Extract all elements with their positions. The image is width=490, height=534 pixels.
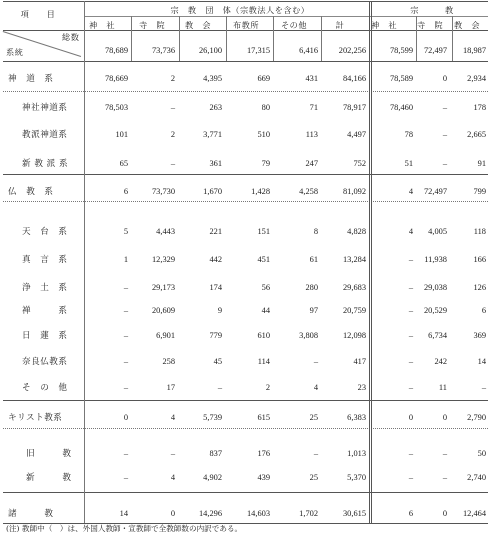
column-rule: [273, 16, 274, 61]
cell-value: 0: [442, 413, 447, 422]
column-rule: [179, 16, 180, 61]
cell-value: 14: [477, 357, 486, 366]
item-header: 項 目: [20, 9, 56, 19]
cell-value: –: [170, 159, 175, 168]
cell-value: 166: [473, 255, 486, 264]
cell-value: –: [313, 357, 318, 366]
cell-value: 2: [170, 130, 175, 139]
cell-value: 178: [473, 103, 486, 112]
cell-value: 4,902: [203, 473, 222, 482]
cell-value: 14: [119, 509, 128, 518]
cell-value: 97: [309, 306, 318, 315]
column-rule: [321, 16, 322, 61]
cell-value: 176: [257, 449, 270, 458]
cell-value: 44: [261, 306, 270, 315]
cell-value: –: [408, 255, 413, 264]
cell-value: 65: [119, 159, 128, 168]
column-rule: [131, 16, 132, 61]
cell-value: 0: [442, 509, 447, 518]
cell-value: 51: [404, 159, 413, 168]
footnote: (注) 教師中（ ）は、外国人教師・宣教師で全教師数の内訳である。: [6, 524, 243, 533]
cell-value: 73,736: [151, 46, 175, 55]
rule-line: [3, 174, 488, 175]
cell-value: –: [408, 357, 413, 366]
cell-value: 20,609: [151, 306, 175, 315]
cell-value: 0: [123, 413, 128, 422]
cell-value: 25: [309, 473, 318, 482]
cell-value: 242: [434, 357, 447, 366]
cell-value: 20,529: [423, 306, 447, 315]
cell-value: 78,689: [104, 46, 128, 55]
cell-value: 431: [305, 74, 318, 83]
cell-value: 221: [209, 227, 222, 236]
cell-value: 799: [473, 187, 486, 196]
cell-value: 12,464: [462, 509, 486, 518]
cell-value: 12,098: [342, 331, 366, 340]
cell-value: 78,917: [342, 103, 366, 112]
row-label: 浄 土 系: [22, 283, 68, 293]
cell-value: 2: [265, 383, 270, 392]
cell-value: –: [123, 383, 128, 392]
cell-value: 45: [213, 357, 222, 366]
cell-value: 114: [257, 357, 270, 366]
cell-value: 280: [305, 283, 318, 292]
column-rule: [452, 16, 453, 61]
cell-value: 2: [170, 74, 175, 83]
cell-value: 81,092: [342, 187, 366, 196]
cell-value: 17,315: [246, 46, 270, 55]
cell-value: 0: [170, 509, 175, 518]
row-label: 天 台 系: [22, 227, 68, 237]
column-rule: [416, 16, 417, 61]
cell-value: 615: [257, 413, 270, 422]
row-label: 奈良仏教系: [22, 357, 68, 367]
row-label: 新 教 派 系: [22, 159, 69, 169]
cell-value: 5: [123, 227, 128, 236]
cell-value: 18,987: [462, 46, 486, 55]
cell-value: 78,669: [104, 74, 128, 83]
cell-value: 6: [481, 306, 486, 315]
cell-value: 510: [257, 130, 270, 139]
cell-value: –: [313, 449, 318, 458]
column-header-org-1: 神 社: [88, 20, 116, 30]
cell-value: 361: [209, 159, 222, 168]
cell-value: 17: [166, 383, 175, 392]
cell-value: 0: [408, 413, 413, 422]
column-header-teacher-3: 教 会: [453, 20, 481, 30]
rule-line: [3, 1, 488, 2]
cell-value: 0: [442, 74, 447, 83]
cell-value: 3,771: [203, 130, 222, 139]
cell-value: 56: [261, 283, 270, 292]
cell-value: 14,603: [246, 509, 270, 518]
cell-value: 6,901: [156, 331, 175, 340]
rule-line: [3, 428, 488, 429]
cell-value: 3,808: [299, 331, 318, 340]
cell-value: 439: [257, 473, 270, 482]
cell-value: 6,416: [299, 46, 318, 55]
cell-value: 669: [257, 74, 270, 83]
cell-value: –: [408, 283, 413, 292]
cell-value: 4,828: [347, 227, 366, 236]
cell-value: –: [442, 103, 447, 112]
row-label: 教派神道系: [22, 130, 68, 140]
column-rule: [369, 1, 372, 523]
row-label: 諸 教: [8, 509, 54, 519]
row-label: 旧 教: [26, 449, 72, 459]
cell-value: 78,460: [389, 103, 413, 112]
cell-value: 4,443: [156, 227, 175, 236]
cell-value: 2,790: [467, 413, 486, 422]
cell-value: 2,934: [467, 74, 486, 83]
cell-value: –: [408, 473, 413, 482]
cell-value: –: [170, 103, 175, 112]
rule-line: [3, 400, 488, 401]
cell-value: 13,284: [342, 255, 366, 264]
cell-value: –: [123, 283, 128, 292]
cell-value: –: [408, 449, 413, 458]
cell-value: 4,395: [203, 74, 222, 83]
row-label: 真 言 系: [22, 255, 68, 265]
cell-value: –: [123, 357, 128, 366]
rule-line: [3, 492, 488, 493]
cell-value: 1,428: [251, 187, 270, 196]
cell-value: 29,683: [342, 283, 366, 292]
column-header-org-3: 教 会: [184, 20, 212, 30]
rule-line: [3, 201, 488, 202]
row-label: 神社神道系: [22, 103, 68, 113]
cell-value: 610: [257, 331, 270, 340]
cell-value: 442: [209, 255, 222, 264]
cell-value: –: [442, 473, 447, 482]
row-label: 日 蓮 系: [22, 331, 68, 341]
cell-value: 78,589: [389, 74, 413, 83]
cell-value: –: [123, 331, 128, 340]
cell-value: 6,734: [428, 331, 447, 340]
cell-value: 29,038: [423, 283, 447, 292]
cell-value: 752: [353, 159, 366, 168]
cell-value: 71: [309, 103, 318, 112]
row-label: 神 道 系: [8, 74, 54, 84]
cell-value: –: [481, 383, 486, 392]
cell-value: 4,258: [299, 187, 318, 196]
cell-value: –: [442, 159, 447, 168]
cell-value: –: [408, 306, 413, 315]
cell-value: 78,503: [104, 103, 128, 112]
cell-value: 73,730: [151, 187, 175, 196]
row-label: 新 教: [26, 473, 72, 483]
cell-value: 9: [217, 306, 222, 315]
cell-value: –: [123, 449, 128, 458]
cell-value: 12,329: [151, 255, 175, 264]
cell-value: 80: [261, 103, 270, 112]
row-label: そ の 他: [22, 383, 68, 393]
rule-line: [3, 61, 488, 62]
cell-value: –: [442, 449, 447, 458]
cell-value: 369: [473, 331, 486, 340]
cell-value: 61: [309, 255, 318, 264]
cell-value: 779: [209, 331, 222, 340]
teacher-group-header: 宗 教: [410, 5, 454, 15]
cell-value: 11,938: [424, 255, 447, 264]
column-header-teacher-2: 寺 院: [416, 20, 444, 30]
cell-value: 5,370: [347, 473, 366, 482]
cell-value: 4,005: [428, 227, 447, 236]
cell-value: 2,665: [467, 130, 486, 139]
cell-value: 1,013: [347, 449, 366, 458]
cell-value: –: [408, 331, 413, 340]
cell-value: 25: [309, 413, 318, 422]
rule-line: [85, 16, 488, 17]
corner-total-label: 総数: [62, 32, 80, 42]
cell-value: –: [170, 449, 175, 458]
cell-value: 84,166: [342, 74, 366, 83]
cell-value: 1,670: [203, 187, 222, 196]
cell-value: 451: [257, 255, 270, 264]
row-label: キリスト教系: [8, 413, 63, 423]
cell-value: 79: [261, 159, 270, 168]
cell-value: 23: [357, 383, 366, 392]
row-label: 禅 系: [22, 306, 68, 316]
cell-value: 126: [473, 283, 486, 292]
rule-line: [3, 91, 488, 92]
cell-value: 72,497: [423, 187, 447, 196]
cell-value: –: [442, 130, 447, 139]
cell-value: 14,296: [198, 509, 222, 518]
cell-value: 6,383: [347, 413, 366, 422]
cell-value: 4,497: [347, 130, 366, 139]
column-header-org-4: 布教所: [232, 20, 260, 30]
cell-value: 417: [353, 357, 366, 366]
cell-value: 4: [313, 383, 318, 392]
cell-value: 29,173: [151, 283, 175, 292]
cell-value: 113: [305, 130, 318, 139]
cell-value: 6: [408, 509, 413, 518]
cell-value: 4: [170, 413, 175, 422]
cell-value: –: [123, 473, 128, 482]
cell-value: 78: [404, 130, 413, 139]
cell-value: 72,497: [423, 46, 447, 55]
cell-value: 151: [257, 227, 270, 236]
cell-value: 78,599: [389, 46, 413, 55]
cell-value: 4: [408, 227, 413, 236]
column-header-org-6: 計: [335, 20, 345, 30]
column-header-teacher-1: 神 社: [370, 20, 398, 30]
column-header-org-5: その他: [280, 20, 308, 30]
cell-value: 4: [408, 187, 413, 196]
cell-value: 91: [477, 159, 486, 168]
cell-value: 174: [209, 283, 222, 292]
cell-value: 26,100: [198, 46, 222, 55]
cell-value: –: [217, 383, 222, 392]
cell-value: 118: [473, 227, 486, 236]
cell-value: 202,256: [338, 46, 366, 55]
corner-lineage-label: 系統: [6, 47, 24, 57]
cell-value: 1: [123, 255, 128, 264]
cell-value: 258: [162, 357, 175, 366]
column-rule: [226, 16, 227, 61]
cell-value: 50: [477, 449, 486, 458]
column-header-org-2: 寺 院: [138, 20, 166, 30]
cell-value: –: [408, 383, 413, 392]
cell-value: 5,739: [203, 413, 222, 422]
cell-value: –: [123, 306, 128, 315]
cell-value: 8: [313, 227, 318, 236]
column-rule: [84, 1, 85, 523]
cell-value: 1,702: [299, 509, 318, 518]
cell-value: 101: [115, 130, 128, 139]
row-label: 仏 教 系: [8, 187, 54, 197]
cell-value: 247: [305, 159, 318, 168]
cell-value: 263: [209, 103, 222, 112]
cell-value: 30,615: [342, 509, 366, 518]
cell-value: 837: [209, 449, 222, 458]
cell-value: 11: [438, 383, 447, 392]
cell-value: 4: [170, 473, 175, 482]
religious-org-group-header: 宗 教 団 体（宗教法人を含む）: [170, 5, 310, 15]
cell-value: 2,740: [467, 473, 486, 482]
cell-value: 6: [123, 187, 128, 196]
cell-value: 20,759: [342, 306, 366, 315]
